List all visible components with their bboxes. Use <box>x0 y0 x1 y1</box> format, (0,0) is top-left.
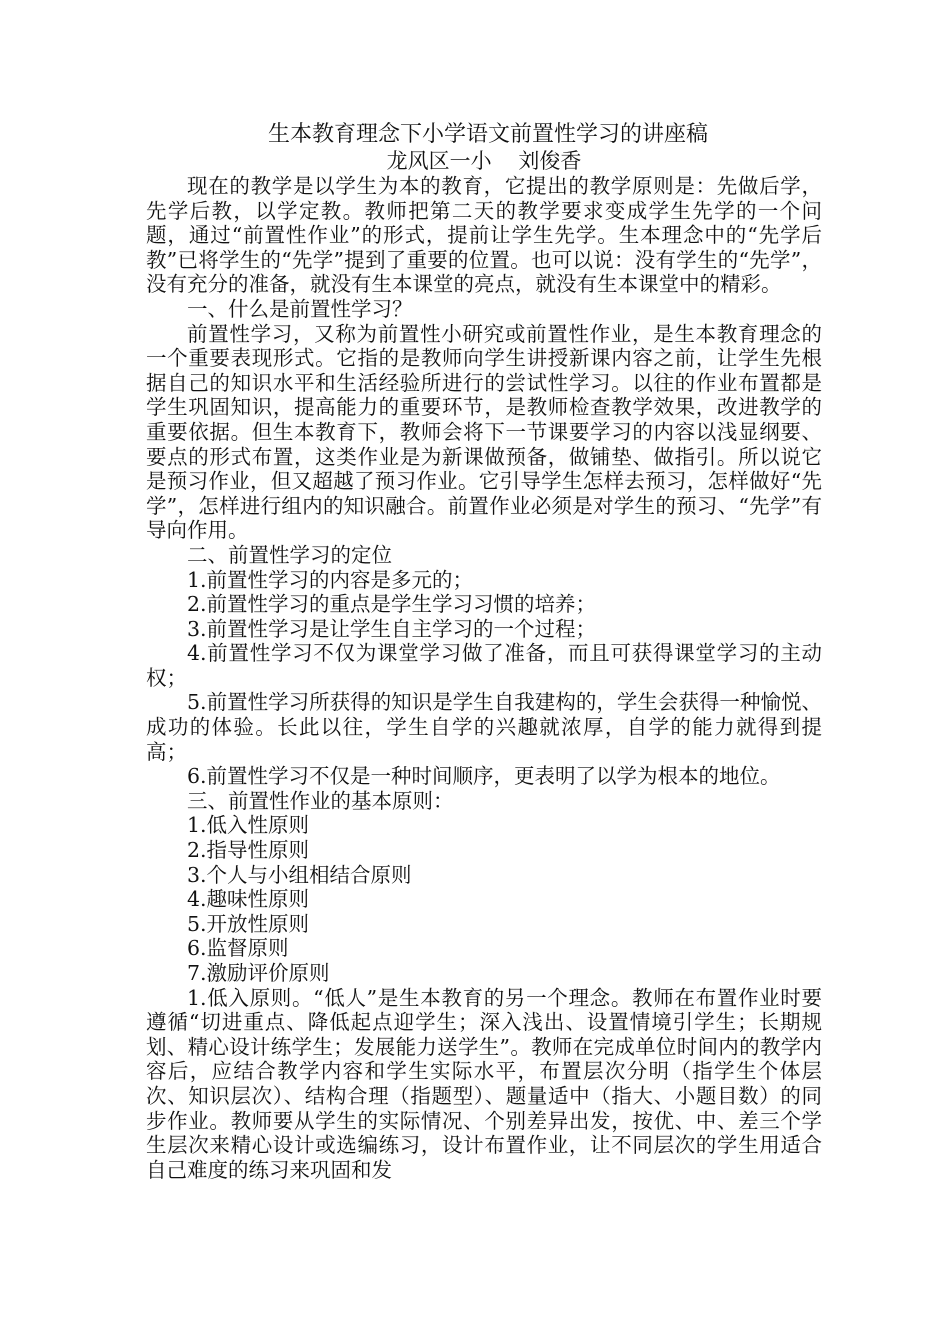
section-3-heading: 三、前置性作业的基本原则： <box>187 788 454 813</box>
section-2-item: 4.前置性学习不仅为课堂学习做了准备，而且可获得课堂学习的主动权； <box>146 641 822 690</box>
document-body <box>146 174 822 1182</box>
section-2-heading: 二、前置性学习的定位 <box>187 542 392 567</box>
section-3-item: 6.监督原则 <box>187 936 289 961</box>
section-2-item: 1.前置性学习的内容是多元的； <box>187 567 474 592</box>
section-2-item: 5.前置性学习所获得的知识是学生自我建构的，学生会获得一种愉悦、成功的体验。长此以往，学生自学的兴趣就浓厚，自学的能力就得到提高； <box>146 690 822 764</box>
section-2-item: 2.前置性学习的重点是学生学习习惯的培养； <box>187 592 597 617</box>
section-3-item: 3.个人与小组相结合原则 <box>187 862 412 887</box>
section-1-paragraph: 前置性学习，又称为前置性小研究或前置性作业，是生本教育理念的一个重要表现形式。它指的是教师向学生讲授新课内容之前，让学生先根据自己的知识水平和生活经验所进行的尝试性学习。以往的作业布置都是学生巩固知识，提高能力的重要环节，是教师检查教学效果，改进教学的重要依据。但生本教育下，教师会将下一节课要学习的内容以浅显纲要、要点的形式布置，这类作业是为新课做预备，做铺垫、做指引。所以说它是预习作业，但又超越了预习作业。它引导学生怎样去预习，怎样做好“先学”，怎样进行组内的知识融合。前置作业必须是对学生的预习、“先学”有导向作用。 <box>146 321 822 543</box>
document-title: 生本教育理念下小学语文前置性学习的讲座稿 <box>267 122 708 147</box>
section-2-item: 6.前置性学习不仅是一种时间顺序，更表明了以学为根本的地位。 <box>187 764 781 789</box>
document-author: 龙风区一小 刘俊香 <box>386 149 582 173</box>
section-2-item: 3.前置性学习是让学生自主学习的一个过程； <box>187 616 597 641</box>
section-3-item: 4.趣味性原则 <box>187 887 310 912</box>
document-page <box>146 120 822 1182</box>
section-1-heading: 一、什么是前置性学习？ <box>187 296 413 321</box>
section-3-item: 5.开放性原则 <box>187 911 310 936</box>
section-3-item: 2.指导性原则 <box>187 838 310 863</box>
section-3-item: 1.低入性原则 <box>187 813 310 838</box>
intro-paragraph: 现在的教学是以学生为本的教育，它提出的教学原则是：先做后学，先学后教，以学定教。教师把第二天的教学要求变成学生先学的一个问题，通过“前置性作业”的形式，提前让学生先学。生本理念中的“先学后教”已将学生的“先学”提到了重要的位置。也可以说：没有学生的“先学”，没有充分的准备，就没有生本课堂的亮点，就没有生本课堂中的精彩。 <box>146 174 822 297</box>
section-3-detail-paragraph: 1.低入原则。“低人”是生本教育的另一个理念。教师在布置作业时要遵循“切进重点、降低起点迎学生；深入浅出、设置情境引学生；长期规划、精心设计练学生；发展能力送学生”。教师在完成单位时间内的教学内容后，应结合教学内容和学生实际水平，布置层次分明（指学生个体层次、知识层次）、结构合理（指题型）、题量适中（指大、小题目数）的同步作业。教师要从学生的实际情况、个别差异出发，按优、中、差三个学生层次来精心设计或选编练习，设计布置作业，让不同层次的学生用适合自己难度的练习来巩固和发 <box>146 985 822 1182</box>
section-3-item: 7.激励评价原则 <box>187 961 330 985</box>
